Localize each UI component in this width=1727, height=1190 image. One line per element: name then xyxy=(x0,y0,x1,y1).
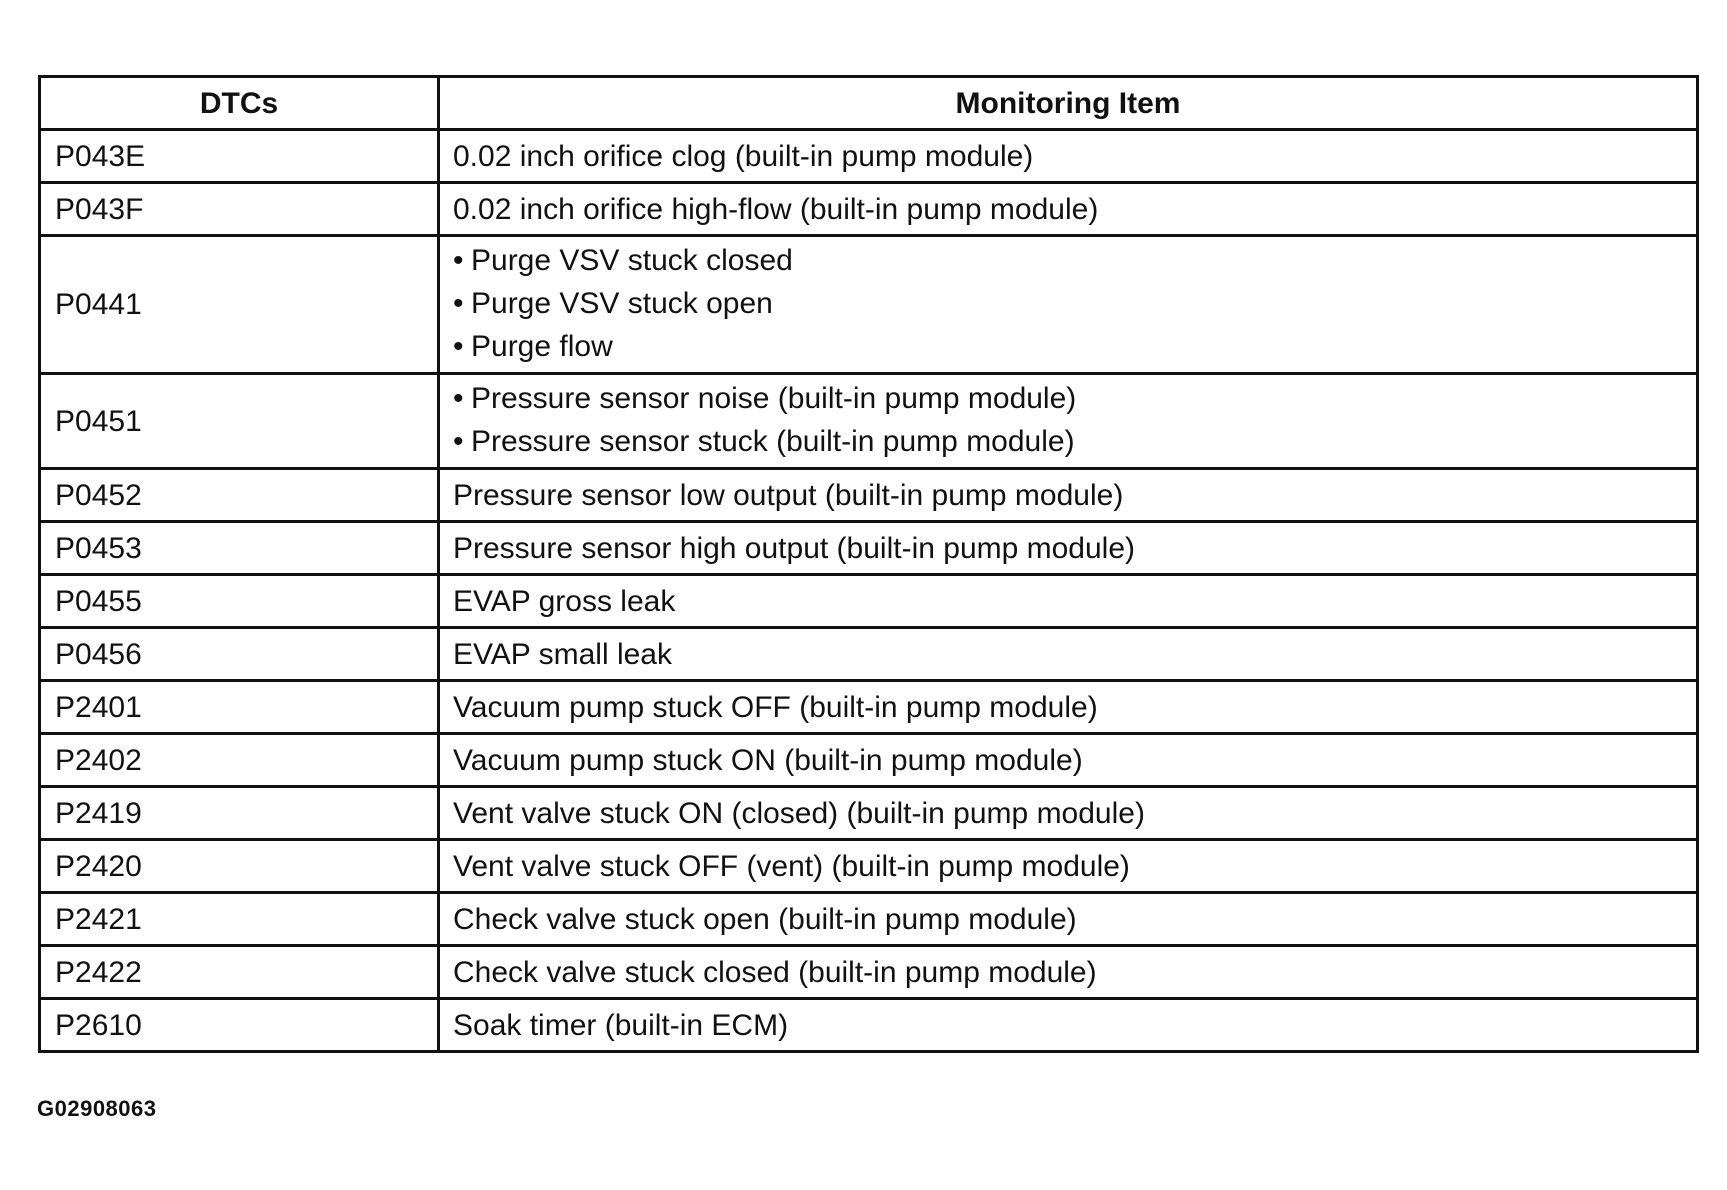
list-item-text: Purge flow xyxy=(471,330,613,363)
bullet-list xyxy=(453,377,1696,463)
dtc-code: P2610 xyxy=(40,999,439,1052)
dtc-table xyxy=(38,75,1699,1053)
dtc-code: P2421 xyxy=(40,893,439,946)
table-header-row xyxy=(40,77,1698,130)
table-row xyxy=(40,469,1698,522)
table-row xyxy=(40,522,1698,575)
dtc-code: P2419 xyxy=(40,787,439,840)
list-item-text: Purge VSV stuck open xyxy=(471,287,773,320)
figure-id: G02908063 xyxy=(37,1096,157,1121)
monitoring-item: Vent valve stuck OFF (vent) (built-in pump module) xyxy=(439,840,1698,893)
table-row xyxy=(40,183,1698,236)
header-dtcs: DTCs xyxy=(40,77,439,130)
list-item xyxy=(453,325,1696,368)
table-row xyxy=(40,575,1698,628)
list-item xyxy=(453,239,1696,282)
bullet-icon: • xyxy=(453,425,464,458)
bullet-icon: • xyxy=(453,382,464,415)
monitoring-item: Pressure sensor low output (built-in pump module) xyxy=(439,469,1698,522)
bullet-icon: • xyxy=(453,244,464,277)
table-row xyxy=(40,628,1698,681)
list-item-text: Pressure sensor noise (built-in pump module) xyxy=(471,382,1077,415)
table-row xyxy=(40,681,1698,734)
monitoring-item: EVAP gross leak xyxy=(439,575,1698,628)
table-row xyxy=(40,734,1698,787)
table-row xyxy=(40,999,1698,1052)
list-item-text: Pressure sensor stuck (built-in pump module) xyxy=(471,425,1075,458)
monitoring-item: Check valve stuck open (built-in pump module) xyxy=(439,893,1698,946)
list-item xyxy=(453,282,1696,325)
monitoring-item: Soak timer (built-in ECM) xyxy=(439,999,1698,1052)
table-row xyxy=(40,893,1698,946)
dtc-code: P0453 xyxy=(40,522,439,575)
monitoring-item: 0.02 inch orifice high-flow (built-in pump module) xyxy=(439,183,1698,236)
dtc-code: P2402 xyxy=(40,734,439,787)
bullet-list xyxy=(453,239,1696,368)
monitoring-item: Vacuum pump stuck ON (built-in pump module) xyxy=(439,734,1698,787)
dtc-code: P0452 xyxy=(40,469,439,522)
dtc-code: P043F xyxy=(40,183,439,236)
list-item-text: Purge VSV stuck closed xyxy=(471,244,793,277)
dtc-code: P2401 xyxy=(40,681,439,734)
header-monitoring-item: Monitoring Item xyxy=(439,77,1698,130)
dtc-code: P0455 xyxy=(40,575,439,628)
dtc-code: P0456 xyxy=(40,628,439,681)
monitoring-item: Pressure sensor high output (built-in pump module) xyxy=(439,522,1698,575)
monitoring-item-list xyxy=(439,236,1698,374)
table-row xyxy=(40,130,1698,183)
dtc-code: P043E xyxy=(40,130,439,183)
monitoring-item: Vent valve stuck ON (closed) (built-in pump module) xyxy=(439,787,1698,840)
monitoring-item: Check valve stuck closed (built-in pump module) xyxy=(439,946,1698,999)
monitoring-item: 0.02 inch orifice clog (built-in pump module) xyxy=(439,130,1698,183)
list-item xyxy=(453,377,1696,420)
monitoring-item: EVAP small leak xyxy=(439,628,1698,681)
monitoring-item-list xyxy=(439,374,1698,469)
table-row xyxy=(40,840,1698,893)
dtc-code: P2420 xyxy=(40,840,439,893)
dtc-code: P0451 xyxy=(40,374,439,469)
table-row xyxy=(40,787,1698,840)
table-row xyxy=(40,374,1698,469)
dtc-code: P0441 xyxy=(40,236,439,374)
bullet-icon: • xyxy=(453,330,464,363)
monitoring-item: Vacuum pump stuck OFF (built-in pump module) xyxy=(439,681,1698,734)
list-item xyxy=(453,420,1696,463)
bullet-icon: • xyxy=(453,287,464,320)
dtc-code: P2422 xyxy=(40,946,439,999)
table-row xyxy=(40,236,1698,374)
table-row xyxy=(40,946,1698,999)
